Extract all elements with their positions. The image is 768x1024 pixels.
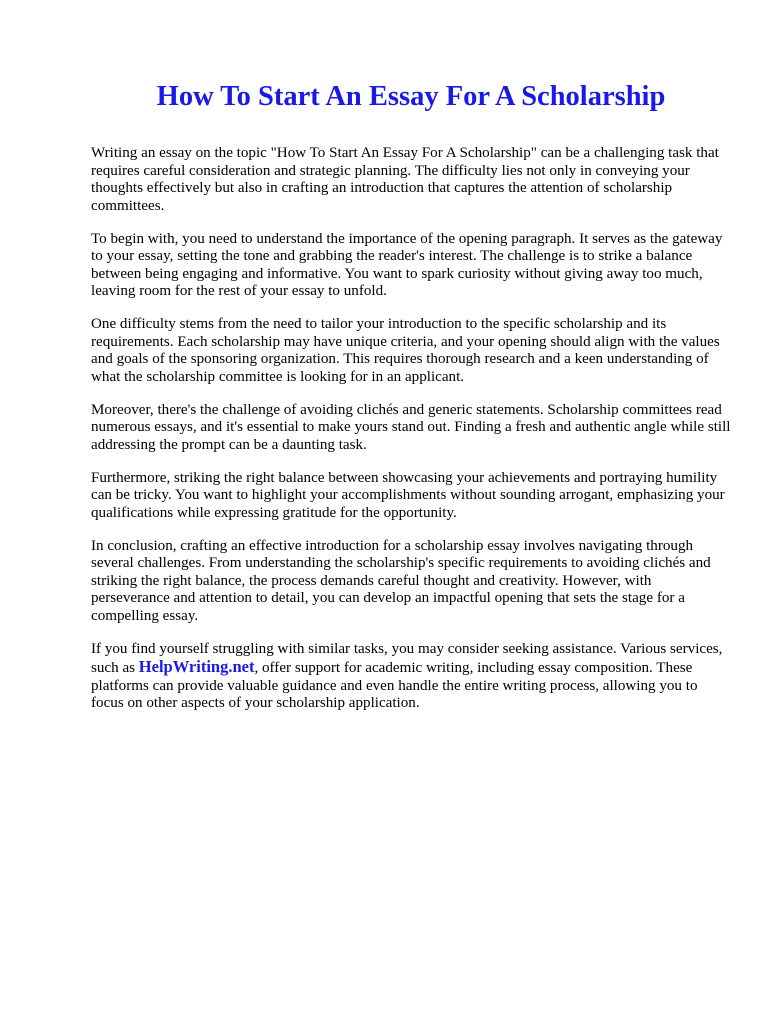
paragraph-5: Furthermore, striking the right balance between showcasing your achievements and portraying humility can be tricky. You want to highlight your accomplishments without sounding arrogant, emphasizing your qualifications while expressing gratitude for the opportunity. [91, 469, 725, 521]
paragraph-7-before-link: If you find yourself struggling with similar tasks, you may consider seeking assistance. Various services, such as [91, 640, 723, 676]
paragraph-7-after-link: , offer support for academic writing, including essay composition. These platforms can provide valuable guidance and even handle the entire writing process, allowing you to focus on other aspects of your scholarship application. [91, 660, 698, 711]
paragraph-6: In conclusion, crafting an effective introduction for a scholarship essay involves navigating through several challenges. From understanding the scholarship's specific requirements to avoiding clichés and striking the right balance, the process demands careful thought and creativity. However, with perseverance and attention to detail, you can develop an impactful opening that sets the stage for a compelling essay. [91, 537, 711, 624]
paragraph-7 [91, 641, 731, 713]
paragraph-2: To begin with, you need to understand the importance of the opening paragraph. It serves as the gateway to your essay, setting the tone and grabbing the reader's interest. The challenge is to strike a balance between being engaging and informative. You want to spark curiosity without giving away too much, leaving room for the rest of your essay to unfold. [91, 230, 723, 299]
document-body [91, 145, 731, 728]
paragraph-3: One difficulty stems from the need to tailor your introduction to the specific scholarship and its requirements. Each scholarship may have unique criteria, and your opening should align with the values and goals of the sponsoring organization. This requires thorough research and a keen understanding of what the scholarship committee is looking for in an applicant. [91, 316, 720, 385]
helpwriting-link[interactable]: HelpWriting.net [138, 657, 255, 676]
page-title: How To Start An Essay For A Scholarship [156, 81, 666, 112]
paragraph-4: Moreover, there's the challenge of avoiding clichés and generic statements. Scholarship committees read numerous essays, and it's essential to make yours stand out. Finding a fresh and authentic angle while still addressing the prompt can be a daunting task. [91, 401, 731, 453]
paragraph-1: Writing an essay on the topic "How To Start An Essay For A Scholarship" can be a challenging task that requires careful consideration and strategic planning. The difficulty lies not only in conveying your thoughts effectively but also in crafting an introduction that captures the attention of scholarship committees. [91, 145, 719, 214]
